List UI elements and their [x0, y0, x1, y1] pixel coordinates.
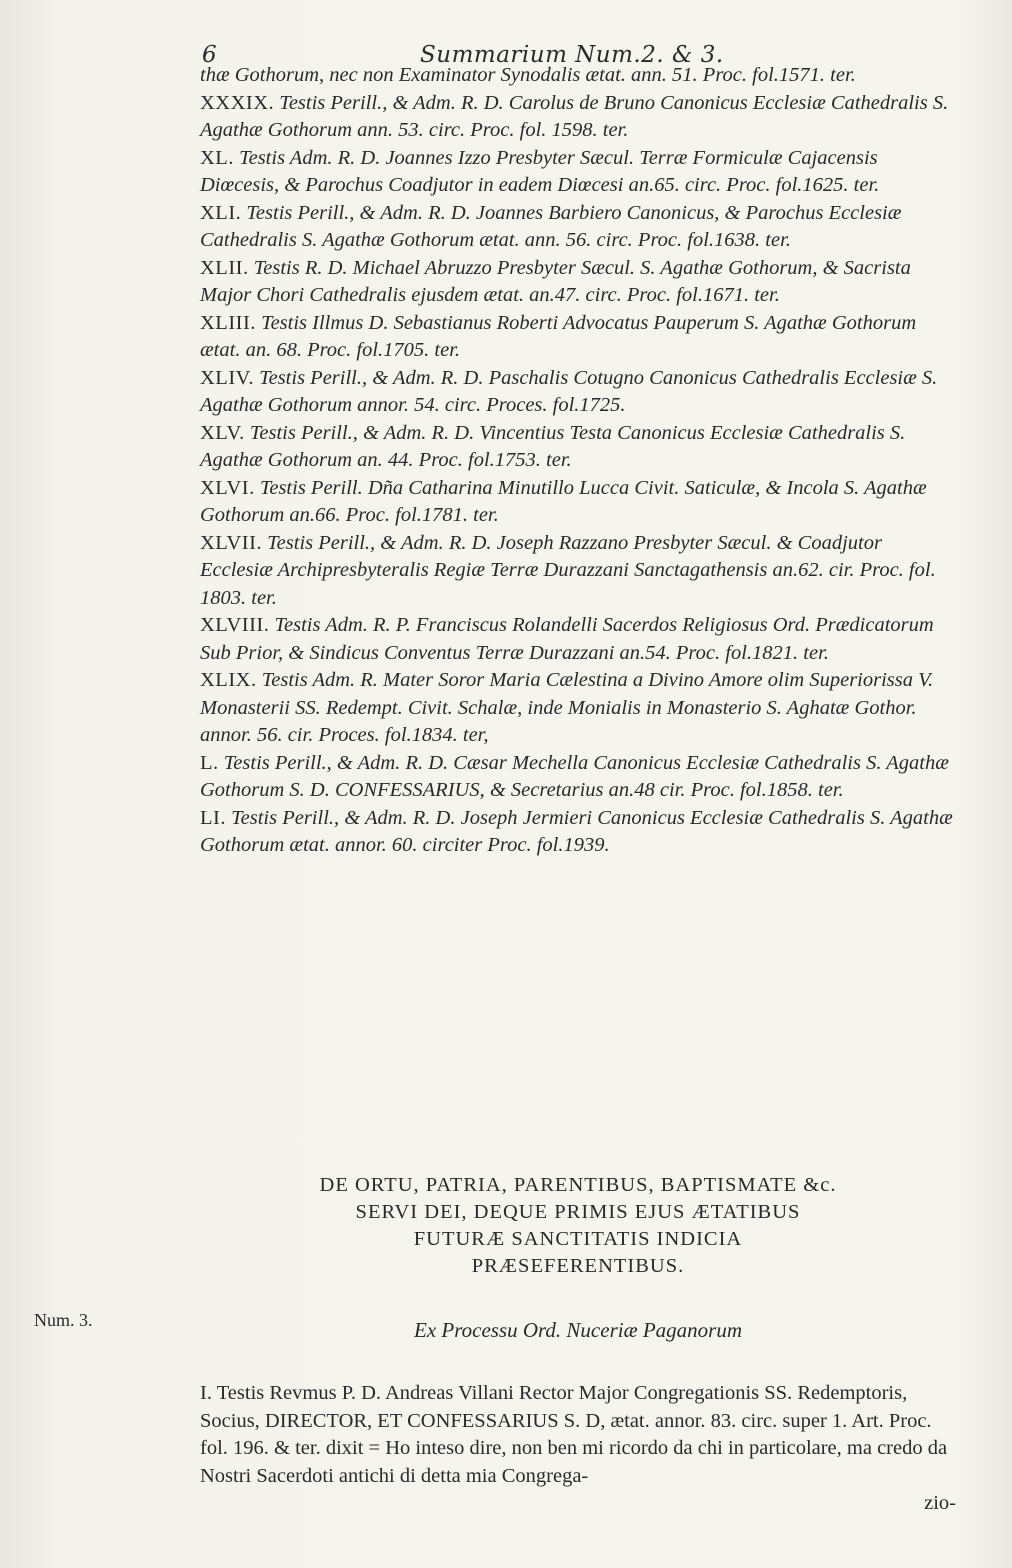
witness-entry: [200, 310, 956, 365]
entry-text: Testis Perill., & Adm. R. D. Joannes Barbiero Canonicus, & Parochus Ecclesiæ Cathedralis S. Agathæ Gothorum ætat. ann. 56. circ. Proc. fol.1638. ter.: [200, 201, 902, 251]
entry-number: XL.: [200, 146, 234, 169]
entry-text: thæ Gothorum, nec non Examinator Synodalis ætat. ann. 51. Proc. fol.1571. ter.: [200, 64, 856, 86]
margin-note: Num. 3.: [34, 1310, 93, 1330]
page-number: 6: [202, 42, 217, 68]
entry-text: Testis Perill., & Adm. R. D. Joseph Razzano Presbyter Sæcul. & Coadjutor Ecclesiæ Archipresbyteralis Regiæ Terræ Durazzani Sanctagathensis an.62. cir. Proc. fol. 1803. ter.: [200, 531, 936, 609]
entry-number: XLI.: [200, 201, 242, 224]
entry-number: I.: [200, 1382, 212, 1404]
witness-entry: [200, 200, 956, 255]
entry-text: Testis Perill., & Adm. R. D. Joseph Jermieri Canonicus Ecclesiæ Cathedralis S. Agathæ Gothorum ætat. annor. 60. circiter Proc. fol.1939.: [200, 806, 953, 856]
witness-entry: [200, 1380, 956, 1518]
entry-number: XLV.: [200, 421, 245, 444]
witness-entry: [200, 255, 956, 310]
entry-text: Testis Adm. R. P. Franciscus Rolandelli Sacerdos Religiosus Ord. Prædicatorum Sub Prior, & Sindicus Conventus Terræ Durazzani an.54. Proc. fol.1821. ter.: [200, 614, 934, 664]
witness-entry: [200, 475, 956, 530]
entry-number: XXXIX.: [200, 91, 275, 114]
entry-number: XLIV.: [200, 366, 254, 389]
entry-text: Testis Revmus P. D. Andreas Villani Rector Major Congregationis SS. Redemptoris, Socius, DIRECTOR, ET CONFESSARIUS S. D, ætat. annor. 83. circ. super 1. Art. Proc. fol. 196. & ter. dixit = Ho inteso dire, non ben mi ricordo da chi in particolare, ma credo da Nostri Sacerdoti antichi di detta mia Congrega-: [200, 1382, 948, 1487]
entry-text: Testis Perill., & Adm. R. D. Carolus de Bruno Canonicus Ecclesiæ Cathedralis S. Agathæ Gothorum ann. 53. circ. Proc. fol. 1598. ter.: [200, 91, 949, 141]
witness-list: [200, 62, 956, 860]
process-subheading: Ex Processu Ord. Nuceriæ Paganorum: [414, 1318, 742, 1342]
catchword: zio-: [924, 1492, 956, 1514]
heading-line: SERVI DEI, DEQUE PRIMIS EJUS ÆTATIBUS: [355, 1201, 801, 1223]
entry-text: Testis Perill. Dña Catharina Minutillo Lucca Civit. Saticulæ, & Incola S. Agathæ Gothorum an.66. Proc. fol.1781. ter.: [200, 476, 927, 526]
entry-number: XLVI.: [200, 476, 255, 499]
entry-number: XLVII.: [200, 531, 263, 554]
entry-text: Testis Perill., & Adm. R. D. Cæsar Mechella Canonicus Ecclesiæ Cathedralis S. Agathæ Gothorum S. D. CONFESSARIUS, & Secretarius an.48 cir. Proc. fol.1858. ter.: [200, 751, 949, 801]
entry-text: Testis Adm. R. Mater Soror Maria Cælestina a Divino Amore olim Superiorissa V. Monasterii SS. Redempt. Civit. Schalæ, inde Monialis in Monasterio S. Aghatæ Gothor. annor. 56. cir. Proces. fol.1834. ter,: [200, 669, 934, 746]
entry-number: LI.: [200, 806, 226, 829]
entry-number: XLIII.: [200, 311, 256, 334]
witness-entry: [200, 667, 956, 750]
entry-number: XLII.: [200, 256, 249, 279]
entry-number: L.: [200, 751, 219, 774]
heading-line: DE ORTU, PATRIA, PARENTIBUS, BAPTISMATE &c.: [319, 1174, 837, 1196]
witness-entry: [200, 612, 956, 667]
witness-entry: [200, 365, 956, 420]
witness-entry: [200, 750, 956, 805]
entry-text: Testis Illmus D. Sebastianus Roberti Advocatus Pauperum S. Agathæ Gothorum ætat. an. 68. Proc. fol.1705. ter.: [200, 311, 917, 361]
entry-number: XLVIII.: [200, 614, 270, 636]
witness-entry: [200, 420, 956, 475]
entry-number: XLIX.: [200, 669, 257, 691]
entry-text: Testis Perill., & Adm. R. D. Paschalis Cotugno Canonicus Cathedralis Ecclesiæ S. Agathæ Gothorum annor. 54. circ. Proces. fol.1725.: [200, 366, 938, 416]
witness-entry: [200, 145, 956, 200]
running-title: Summarium Num.2. & 3.: [420, 42, 724, 68]
section-heading: [200, 1172, 956, 1280]
entry-text: Testis R. D. Michael Abruzzo Presbyter Sæcul. S. Agathæ Gothorum, & Sacrista Major Chori Cathedralis ejusdem ætat. an.47. circ. Proc. fol.1671. ter.: [200, 256, 911, 306]
witness-entry: [200, 530, 956, 613]
witness-entry: [200, 805, 956, 860]
witness-entry: [200, 62, 956, 90]
witness-entry: [200, 90, 956, 145]
heading-line: PRÆSEFERENTIBUS.: [471, 1255, 685, 1277]
entry-text: Testis Perill., & Adm. R. D. Vincentius Testa Canonicus Ecclesiæ Cathedralis S. Agathæ Gothorum an. 44. Proc. fol.1753. ter.: [200, 421, 906, 471]
entry-text: Testis Adm. R. D. Joannes Izzo Presbyter Sæcul. Terræ Formiculæ Cajacensis Diœcesis, & Parochus Coadjutor in eadem Diœcesi an.65. circ. Proc. fol.1625. ter.: [200, 146, 880, 196]
heading-line: FUTURÆ SANCTITATIS INDICIA: [413, 1228, 743, 1250]
